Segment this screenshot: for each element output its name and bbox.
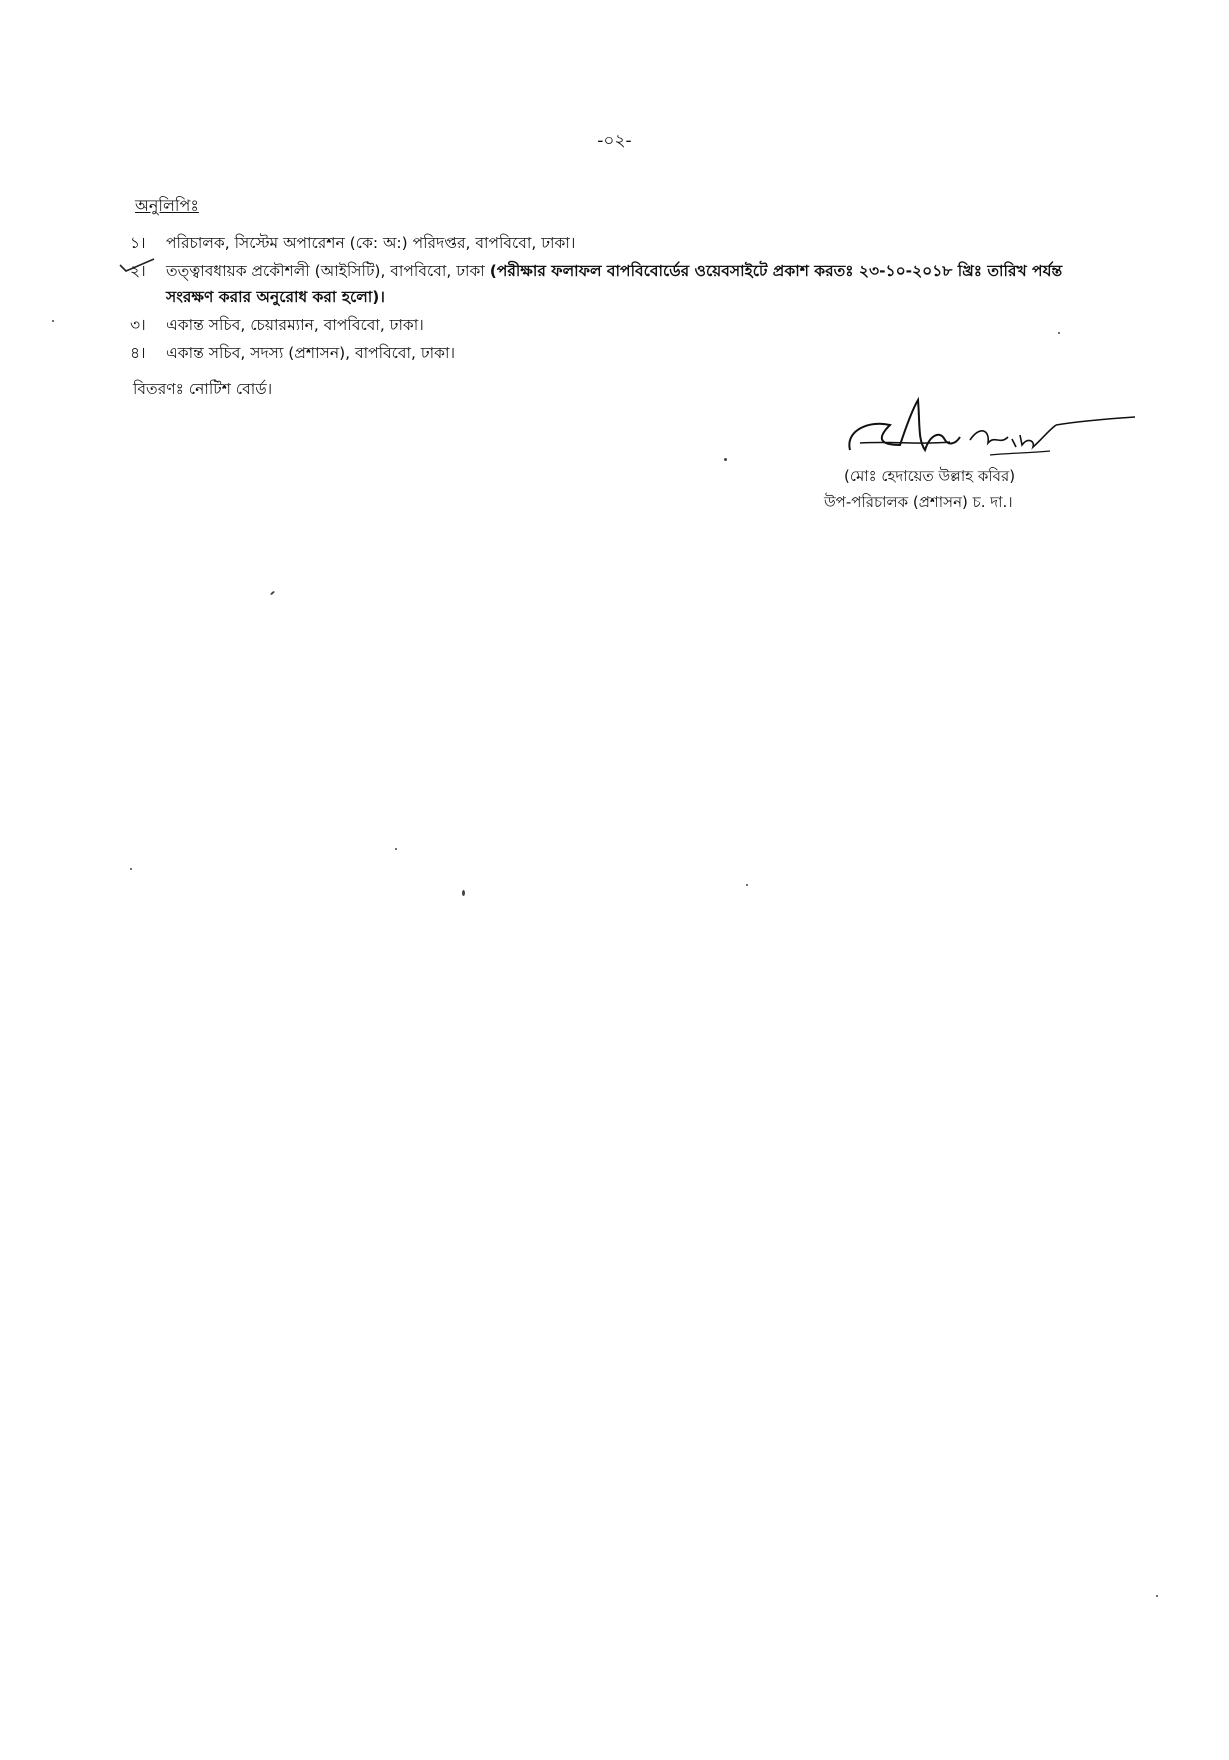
list-item [130,340,1090,366]
signature-block [800,395,1160,515]
scan-speck [130,868,132,870]
list-item [130,230,1090,256]
scan-speck [1156,1595,1158,1597]
scan-speck [270,591,275,596]
list-item [130,312,1090,338]
list-item-text [166,312,1090,338]
scan-speck [724,458,727,461]
list-item-text-regular: একান্ত সচিব, সদস্য (প্রশাসন), বাপবিবো, ঢাকা। [166,344,456,362]
scan-speck [395,848,397,850]
copy-list [130,230,1090,368]
list-item [130,258,1090,310]
list-item-text-bold: (পরীক্ষার ফলাফল বাপবিবোর্ডের ওয়েবসাইটে প্রকাশ করতঃ ২৩-১০-২০১৮ খ্রিঃ তারিখ পর্যন্ত সংরক্ষণ করার অনুরোধ করা হলো)। [166,262,1063,306]
distribution-line: বিতরণঃ নোটিশ বোর্ড। [133,380,273,398]
list-item-number: ১। [130,234,146,252]
handwritten-signature [830,395,1140,475]
list-item-text-regular: একান্ত সচিব, চেয়ারম্যান, বাপবিবো, ঢাকা। [166,316,424,334]
scan-speck [52,320,54,322]
list-item-number: ৪। [130,344,146,362]
list-item-text-regular: পরিচালক, সিস্টেম অপারেশন (কে: অ:) পরিদপ্তর, বাপবিবো, ঢাকা। [166,234,576,252]
list-item-text [166,258,1090,310]
scan-speck [462,890,465,896]
copy-heading: অনুলিপিঃ [135,196,199,215]
scan-speck [746,884,748,886]
scan-speck [1058,332,1060,334]
list-item-text [166,340,1090,366]
list-item-text [166,230,1090,256]
list-item-number: ৩। [130,316,146,334]
page-number: -০২- [597,131,632,151]
signer-name: (মোঃ হেদায়েত উল্লাহ কবির) [844,467,1016,485]
list-item-text-regular: তত্ত্বাবধায়ক প্রকৌশলী (আইসিটি), বাপবিবো, ঢাকা [166,262,490,280]
signer-title: উপ-পরিচালক (প্রশাসন) চ. দা.। [824,493,1013,511]
list-item-number: ২। [130,262,146,280]
